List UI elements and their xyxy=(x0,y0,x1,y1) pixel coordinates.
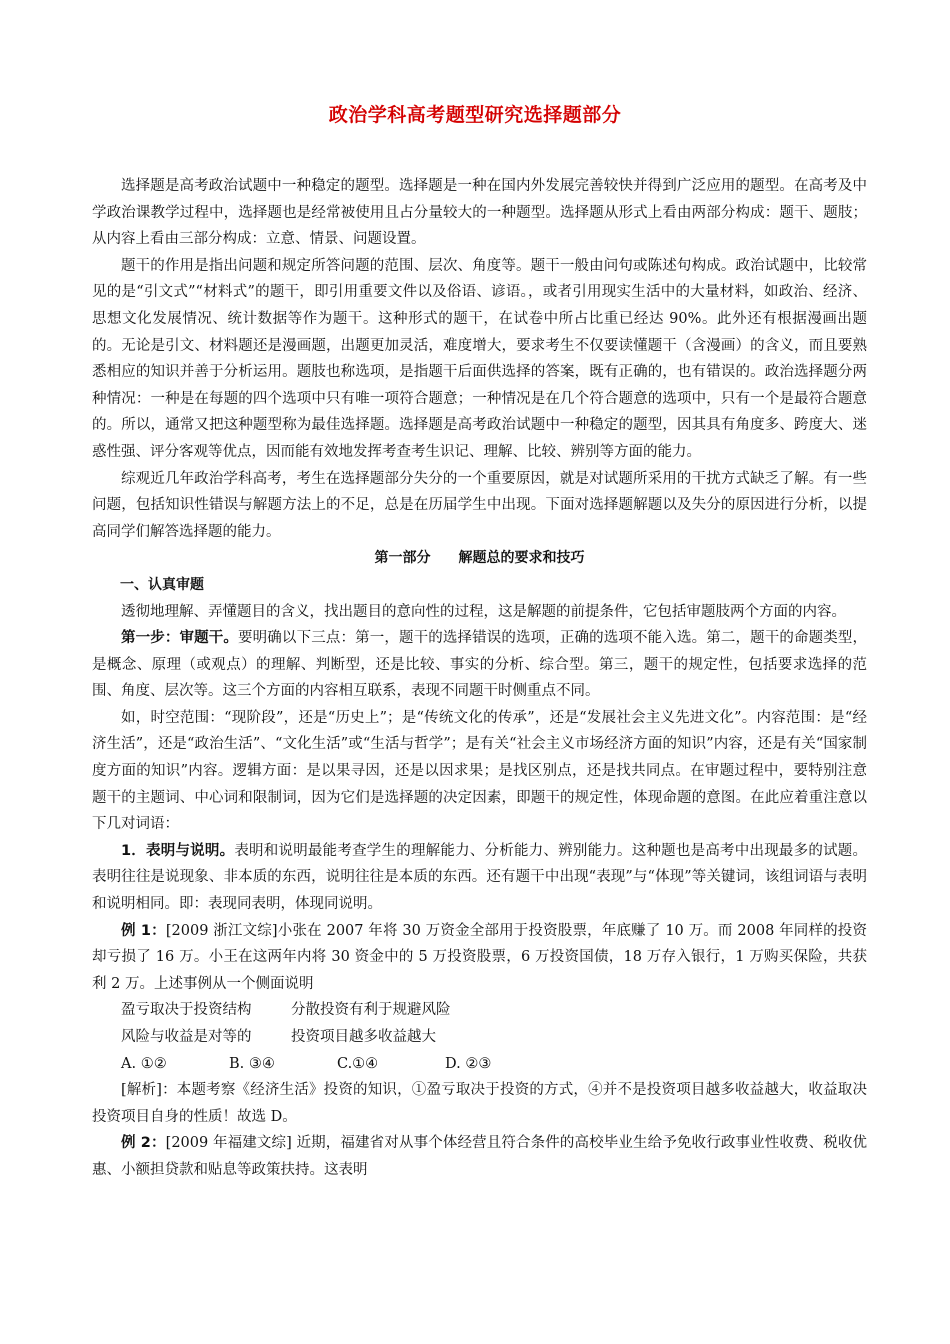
step1-paragraph xyxy=(92,625,867,705)
document-title: 政治学科高考题型研究选择题部分 xyxy=(328,104,622,126)
section-heading-part1 xyxy=(92,545,867,572)
item1-lead: 1．表明与说明。 xyxy=(121,842,235,859)
example2-text: [2009 年福建文综] 近期，福建省对从事个体经营且符合条件的高校毕业生给予免收行政事业性收费、税收优惠、小额担贷款和贴息等政策扶持。这表明 xyxy=(92,1135,867,1178)
example1-text: [2009 浙江文综]小张在 2007 年将 30 万资金全部用于投资股票，年底赚了 10 万。而 2008 年同样的投资却亏损了 16 万。小王在这两年内将 30 资金中的 5 万投资股票，6 万投资国债，18 万存入银行，1 万购买保险，共获利 2 万。上述事例从一个侧面说明 xyxy=(92,922,867,992)
answer-choice-c: C.①④ xyxy=(337,1055,379,1072)
answer-choice-d: D. ②③ xyxy=(445,1055,492,1072)
example1-answers-row xyxy=(92,1051,867,1078)
intro-paragraph-2: 题干的作用是指出问题和规定所答问题的范围、层次、角度等。题干一般由问句或陈述句构成。政治试题中，比较常见的是“引文式”“材料式”的题干，即引用重要文件以及俗语、谚语。，或者引用现实生活中的大量材料，如政治、经济、思想文化发展情况、统计数据等作为题干。这种形式的题干，在试卷中所占比重已经达 90%。此外还有根据漫画出题的。无论是引文、材料题还是漫画题，出题更加灵活，难度增大，要求考生不仅要读懂题干（含漫画）的含义，而且要熟悉相应的知识并善于分析运用。题肢也称选项，是指题干后面供选择的答案，既有正确的，也有错误的。政治选择题分两种情况：一种是在每题的四个选项中只有唯一项符合题意；一种情况是在几个符合题意的选项中，只有一个是最符合题意的。所以，通常又把这种题型称为最佳选择题。选择题是高考政治试题中一种稳定的题型，因其具有角度多、跨度大、迷惑性强、评分客观等优点，因而能有效地发挥考查考生识记、理解、比较、辨别等方面的能力。 xyxy=(92,257,867,460)
intro-paragraph-3: 综观近几年政治学科高考，考生在选择题部分失分的一个重要原因，就是对试题所采用的干扰方式缺乏了解。有一些问题，包括知识性错误与解题方法上的不足，总是在历届学生中出现。下面对选择题解题以及失分的原因进行分析，以提高同学们解答选择题的能力。 xyxy=(92,470,867,540)
example1-lead: 例 1： xyxy=(121,922,166,939)
answer-choice-a: A. ①② xyxy=(121,1055,167,1072)
review-paragraph: 透彻地理解、弄懂题目的含义，找出题目的意向性的过程，这是解题的前提条件，它包括审题肢两个方面的内容。 xyxy=(121,603,846,620)
option-text: 风险与收益是对等的 xyxy=(121,1029,252,1045)
section-label: 第一部分 xyxy=(374,550,431,567)
answer-choice-b: B. ③④ xyxy=(229,1055,275,1072)
option-text: 投资项目越多收益越大 xyxy=(291,1029,436,1045)
intro-paragraph-1: 选择题是高考政治试题中一种稳定的题型。选择题是一种在国内外发展完善较快并得到广泛应用的题型。在高考及中学政治课教学过程中，选择题也是经常被使用且占分量较大的一种题型。选择题从形式上看由两部分构成：题干、题肢；从内容上看由三部分构成：立意、情景、问题设置。 xyxy=(92,178,867,248)
step1-text: 要明确以下三点：第一，题干的选择错误的选项，正确的选项不能入选。第二，题干的命题类型，是概念、原理（或观点）的理解、判断型，还是比较、事实的分析、综合型。第三，题干的规定性，包括要求选择的范围、角度、层次等。这三个方面的内容相互联系，表现不同题干时侧重点不同。 xyxy=(92,630,868,700)
option-text: 盈亏取决于投资结构 xyxy=(121,1002,252,1019)
example1-options-row-2 xyxy=(92,1024,867,1051)
example1-options-row-1 xyxy=(92,997,867,1024)
item1-text: 表明和说明最能考查学生的理解能力、分析能力、辨别能力。这种题也是高考中出现最多的试题。表明往往是说现象、非本质的东西，说明往往是本质的东西。还有题干中出现“表现”与“体现”等关键词，该组词语与表明和说明相同。即：表现同表明，体现同说明。 xyxy=(92,842,868,913)
example1-paragraph xyxy=(92,918,867,998)
example1-analysis: [解析]：本题考察《经济生活》投资的知识，①盈亏取决于投资的方式，④并不是投资项目越多收益越大，收益取决投资项目自身的性质！故选 D。 xyxy=(92,1082,867,1125)
example2-paragraph xyxy=(92,1130,867,1183)
example2-lead: 例 2： xyxy=(121,1135,166,1152)
subheading-review: 一、认真审题 xyxy=(120,576,204,593)
document-body xyxy=(92,173,867,1184)
example-scope-paragraph: 如，时空范围：“现阶段”，还是“历史上”；是“传统文化的传承”，还是“发展社会主义先进文化”。内容范围：是“经济生活”，还是“政治生活”、“文化生活”或“生活与哲学”；是有关“社会主义市场经济方面的知识”内容，还是有关“国家制度方面的知识”内容。逻辑方面：是以果寻因，还是以因求果；是找区别点，还是找共同点。在审题过程中，要特别注意题干的主题词、中心词和限制词，因为它们是选择题的决定因素，即题干的规定性，体现命题的意图。在此应着重注意以下几对词语： xyxy=(92,709,867,833)
section-name: 解题总的要求和技巧 xyxy=(458,550,585,567)
item1-paragraph xyxy=(92,838,867,918)
step1-lead: 第一步：审题干。 xyxy=(121,630,239,647)
option-text: 分散投资有利于规避风险 xyxy=(291,1002,451,1019)
